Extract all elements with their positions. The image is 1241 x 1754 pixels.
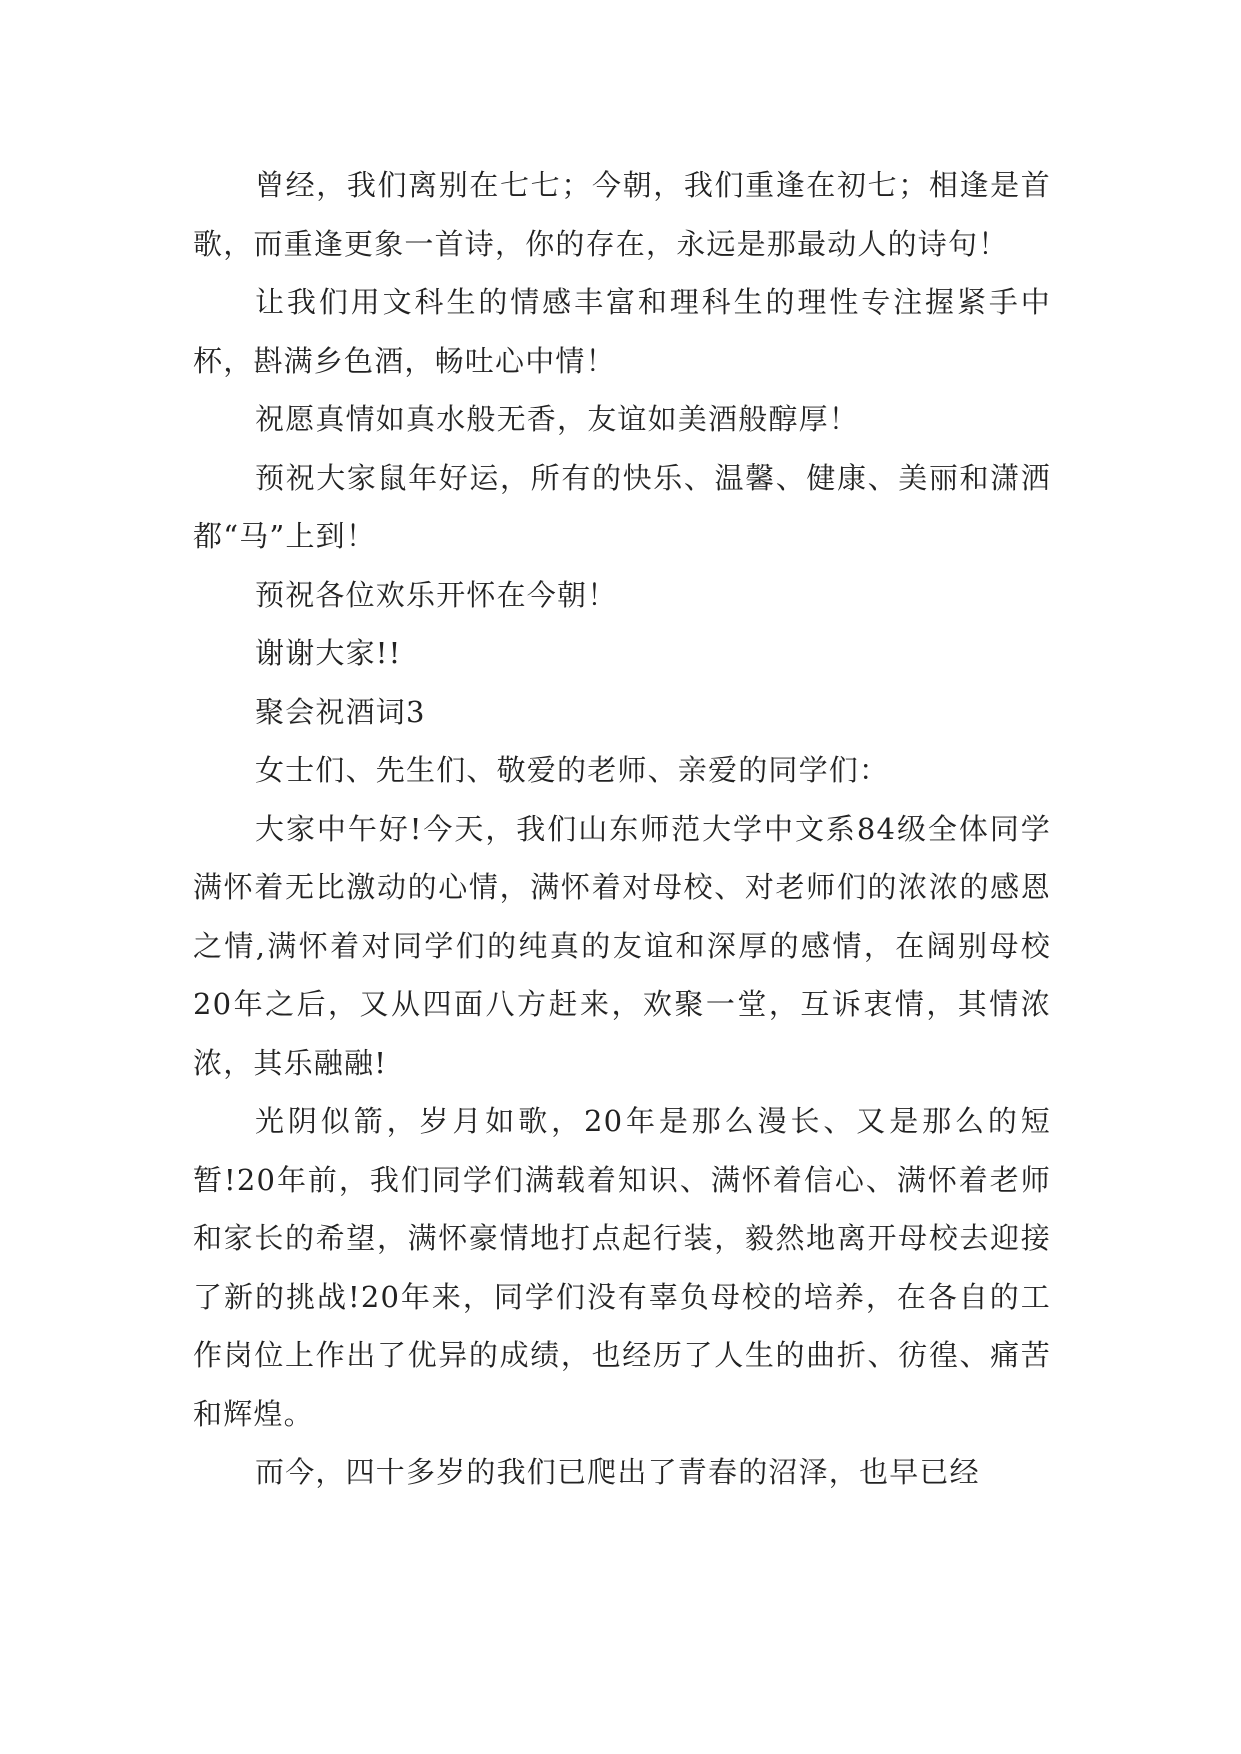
salutation: 女士们、先生们、敬爱的老师、亲爱的同学们： <box>255 753 890 787</box>
paragraph: 光阴似箭，岁月如歌，20年是那么漫长、又是那么的短暂!20年前，我们同学们满载着知识、满怀着信心、满怀着老师和家长的希望，满怀豪情地打点起行装，毅然地离开母校去迎接了新的挑战!20年来，同学们没有辜负母校的培养，在各自的工作岗位上作出了优异的成绩，也经历了人生的曲折、彷徨、痛苦和辉煌。 <box>193 1104 1051 1431</box>
paragraph: 祝愿真情如真水般无香，友谊如美酒般醇厚！ <box>255 402 860 436</box>
paragraph: 曾经，我们离别在七七；今朝，我们重逢在初七；相逢是首歌，而重逢更象一首诗，你的存在，永远是那最动人的诗句！ <box>193 168 1051 261</box>
paragraph: 预祝大家鼠年好运，所有的快乐、温馨、健康、美丽和潇洒都“马”上到！ <box>193 460 1051 553</box>
paragraph: 让我们用文科生的情感丰富和理科生的理性专注握紧手中杯，斟满乡色酒，畅吐心中情！ <box>193 285 1051 378</box>
paragraph: 谢谢大家!! <box>255 636 402 670</box>
paragraph: 大家中午好!今天，我们山东师范大学中文系84级全体同学满怀着无比激动的心情，满怀着对母校、对老师们的浓浓的感恩之情,满怀着对同学们的纯真的友谊和深厚的感情，在阔别母校20年之后，又从四面八方赶来，欢聚一堂，互诉衷情，其情浓浓，其乐融融! <box>193 811 1051 1080</box>
document-body <box>193 156 1051 1502</box>
paragraph: 预祝各位欢乐开怀在今朝！ <box>255 577 618 612</box>
section-heading: 聚会祝酒词3 <box>255 694 426 729</box>
paragraph: 而今，四十多岁的我们已爬出了青春的沼泽，也早已经 <box>255 1455 980 1489</box>
